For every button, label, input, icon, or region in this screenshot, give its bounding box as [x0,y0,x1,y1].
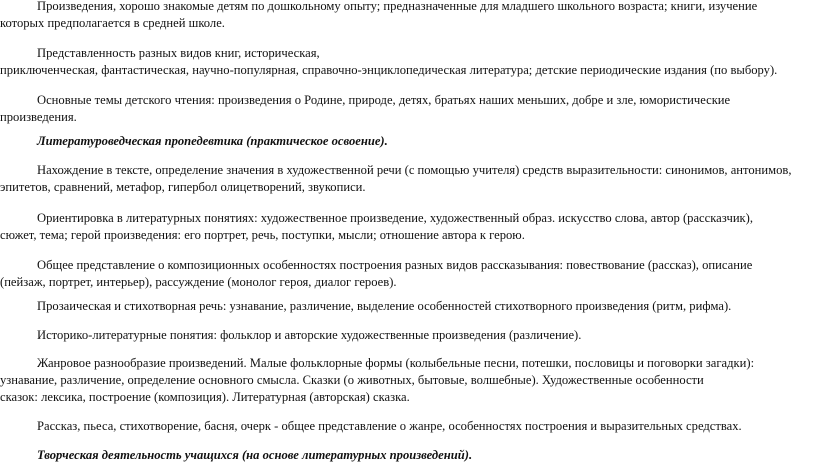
text-line: узнавание, различение, определение основного смысла. Сказки (о животных, бытовые, волшебные). Художественные особенности [0,373,704,387]
text-line: произведения. [0,110,77,124]
paragraph-book-types [0,45,812,79]
paragraph-genre-variety [0,355,812,406]
text-line: Общее представление о композиционных особенностях построения разных видов рассказывания: повествование (рассказ), описание [37,258,753,272]
text-line: приключенческая, фантастическая, научно-популярная, справочно-энциклопедическая литература; детские периодические издания (по выбору). [0,63,778,77]
text-line: Историко-литературные понятия: фольклор и авторские художественные произведения (различение). [37,328,582,342]
text-line: Нахождение в тексте, определение значения в художественной речи (с помощью учителя) средств выразительности: синонимов, антонимов, [37,163,792,177]
paragraph-expressive-means [0,162,812,196]
text-line: Произведения, хорошо знакомые детям по дошкольному опыту; предназначенные для младшего школьного возраста; книги, изучение [37,0,758,13]
text-line: (пейзаж, портрет, интерьер), рассуждение (монолог героя, диалог героев). [0,275,397,289]
text-line: Рассказ, пьеса, стихотворение, басня, очерк - общее представление о жанре, особенностях построения и выразительных средствах. [37,419,742,433]
text-line: эпитетов, сравнений, метафор, гипербол олицетворений, звукописи. [0,180,366,194]
heading-text: Творческая деятельность учащихся (на основе литературных произведений). [37,448,473,462]
section-heading-literary-propaedeutics [0,133,812,150]
paragraph-works-for-reading [0,0,812,32]
text-line: Ориентировка в литературных понятиях: художественное произведение, художественный образ. искусство слова, автор (рассказчик), [37,211,754,225]
text-line: Представленность разных видов книг, историческая, [37,46,320,60]
text-line: сказок: лексика, построение (композиция). Литературная (авторская) сказка. [0,390,410,404]
paragraph-reading-themes [0,92,812,126]
text-line: Прозаическая и стихотворная речь: узнавание, различение, выделение особенностей стихотворного произведения (ритм, рифма). [37,299,732,313]
paragraph-composition [0,257,812,291]
section-heading-creative-activity [0,447,812,464]
paragraph-historical-literary-concepts [0,327,812,344]
text-line: которых предполагается в средней школе. [0,16,225,30]
heading-text: Литературоведческая пропедевтика (практическое освоение). [37,134,388,148]
text-line: Жанровое разнообразие произведений. Малые фольклорные формы (колыбельные песни, потешки, пословицы и поговорки загадки): [37,356,755,370]
text-line: Основные темы детского чтения: произведения о Родине, природе, детях, братьях наших меньших, добре и зле, юмористические [37,93,731,107]
paragraph-genres-overview [0,418,812,435]
paragraph-literary-concepts [0,210,812,244]
paragraph-prose-and-verse [0,298,812,315]
text-line: сюжет, тема; герой произведения: его портрет, речь, поступки, мысли; отношение автора к герою. [0,228,525,242]
